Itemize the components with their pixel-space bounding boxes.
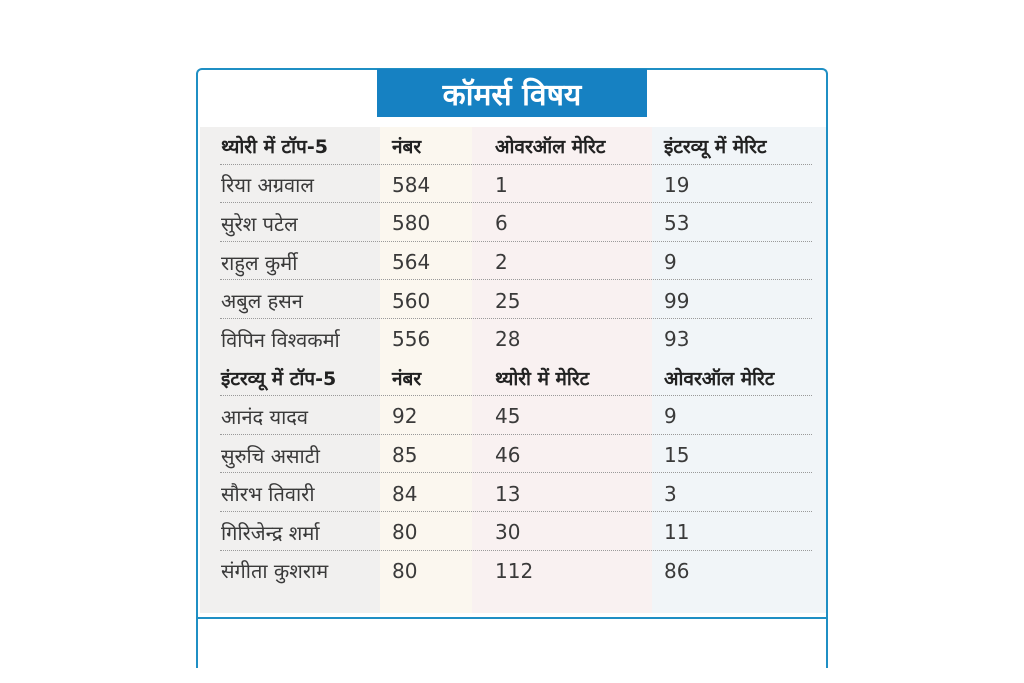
table-row — [200, 397, 826, 436]
marks-cell: 564 — [392, 250, 431, 275]
table-row — [200, 436, 826, 475]
table-row — [200, 166, 826, 205]
merit-cell: 112 — [495, 558, 534, 583]
results-table — [200, 127, 826, 590]
table-row — [200, 204, 826, 243]
merit-cell: 45 — [495, 404, 521, 429]
header-cell: थ्योरी में मेरिट — [495, 367, 590, 390]
marks-cell: 85 — [392, 443, 418, 468]
name-cell: आनंद यादव — [221, 404, 309, 429]
merit-cell: 1 — [495, 172, 508, 197]
name-cell: अबुल हसन — [221, 289, 303, 314]
merit-cell: 11 — [664, 520, 690, 545]
marks-cell: 560 — [392, 288, 431, 313]
merit-cell: 19 — [664, 172, 690, 197]
merit-cell: 30 — [495, 520, 521, 545]
merit-cell: 46 — [495, 443, 521, 468]
bottom-rule — [196, 617, 828, 619]
title-banner: कॉमर्स विषय — [377, 69, 647, 117]
merit-cell: 9 — [664, 404, 677, 429]
name-cell: सुरुचि असाटी — [221, 443, 320, 468]
merit-cell: 53 — [664, 211, 690, 236]
header-cell: इंटरव्यू में टॉप-5 — [221, 367, 337, 390]
header-cell: ओवरऑल मेरिट — [495, 136, 606, 159]
merit-cell: 2 — [495, 250, 508, 275]
header-cell: नंबर — [392, 136, 422, 159]
merit-cell: 13 — [495, 481, 521, 506]
table-row — [200, 243, 826, 282]
merit-cell: 9 — [664, 250, 677, 275]
marks-cell: 80 — [392, 520, 418, 545]
name-cell: संगीता कुशराम — [221, 559, 329, 584]
merit-cell: 86 — [664, 558, 690, 583]
name-cell: रिया अग्रवाल — [221, 173, 314, 198]
table-row — [200, 320, 826, 359]
table-row — [200, 552, 826, 591]
marks-cell: 92 — [392, 404, 418, 429]
marks-cell: 556 — [392, 327, 431, 352]
name-cell: सुरेश पटेल — [221, 211, 298, 236]
marks-cell: 580 — [392, 211, 431, 236]
merit-cell: 15 — [664, 443, 690, 468]
header-cell: नंबर — [392, 367, 422, 390]
table-row — [200, 474, 826, 513]
marks-cell: 80 — [392, 558, 418, 583]
merit-cell: 93 — [664, 327, 690, 352]
merit-cell: 99 — [664, 288, 690, 313]
section-1-header-row — [200, 127, 826, 166]
header-cell: इंटरव्यू में मेरिट — [664, 136, 767, 159]
merit-cell: 25 — [495, 288, 521, 313]
table-row — [200, 513, 826, 552]
merit-cell: 3 — [664, 481, 677, 506]
table-row — [200, 281, 826, 320]
name-cell: सौरभ तिवारी — [221, 482, 315, 507]
marks-cell: 584 — [392, 172, 431, 197]
name-cell: विपिन विश्वकर्मा — [221, 327, 340, 352]
section-2-header-row — [200, 359, 826, 398]
name-cell: गिरिजेन्द्र शर्मा — [221, 520, 320, 545]
marks-cell: 84 — [392, 481, 418, 506]
header-cell: थ्योरी में टॉप-5 — [221, 136, 328, 159]
header-cell: ओवरऑल मेरिट — [664, 367, 775, 390]
name-cell: राहुल कुर्मी — [221, 250, 298, 275]
merit-cell: 6 — [495, 211, 508, 236]
merit-cell: 28 — [495, 327, 521, 352]
